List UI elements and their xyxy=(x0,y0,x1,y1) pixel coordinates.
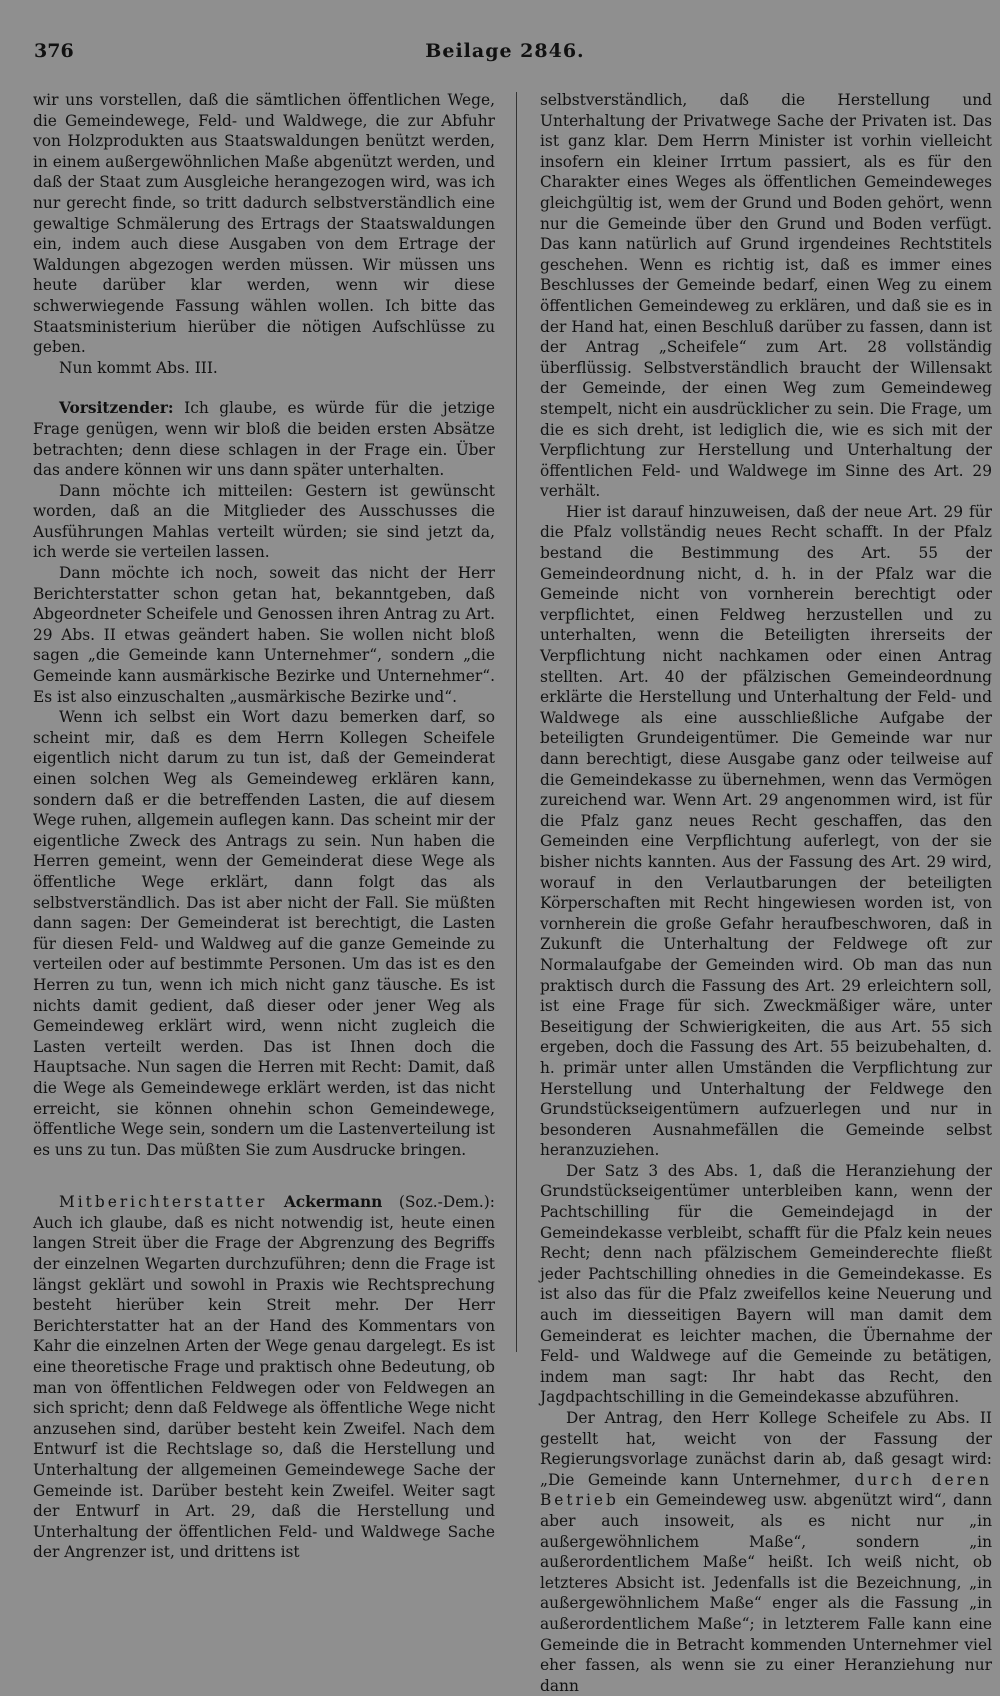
paragraph: wir uns vorstellen, daß die sämtlichen öffentlichen Wege, die Gemeindewege, Feld- und Waldwege, die zur Abfuhr von Holzprodukten aus Staatswaldungen benützt werden, in einem außergewöhnlichen Maße abgenützt werden, und daß der Staat zum Ausgleiche herangezogen wird, was ich nur gerecht finde, so tritt dadurch selbstverständlich eine gewaltige Schmälerung des Ertrags der Staatswaldungen ein, indem auch diese Ausgaben von dem Ertrage der Waldungen abgezogen werden müssen. Wir müssen uns heute darüber klar werden, wenn wir diese schwerwiegende Fassung wählen wollen. Ich bitte das Staatsministerium hierüber die nötigen Aufschlüsse zu geben. xyxy=(33,91,495,357)
column-divider xyxy=(516,92,517,1352)
page-number: 376 xyxy=(34,40,74,62)
left-column xyxy=(33,90,495,1563)
page-header xyxy=(28,40,982,80)
speaker-paragraph xyxy=(33,1192,495,1563)
speaker-role: Mitberichterstatter xyxy=(59,1193,268,1212)
speech-text: Ich glaube, es würde für die jetzige Frage genügen, wenn wir bloß die beiden ersten Absätze betrachten; denn diese schlagen in der Frage ein. Über das andere können wir uns dann später unterhalten. xyxy=(33,399,495,480)
text-run: ein Gemeindeweg usw. abgenützt wird“, dann aber auch insoweit, als es nicht nur „in außergewöhnlichem Maße“, sondern „in außerordentlichem Maße“ heißt. Ich weiß nicht, ob letzteres Absicht ist. Jedenfalls ist die Bezeichnung, „in außergewöhnlichem Maße“ enger als die Fassung „in außerordentlichem Maße“; in letzterem Falle kann eine Gemeinde die in Betracht kommenden Unternehmer viel eher fassen, als wenn sie zu einer Heranziehung nur dann xyxy=(540,1491,992,1695)
spaced-emphasis: durch deren Betrieb xyxy=(540,1470,992,1510)
paragraph: Dann möchte ich noch, soweit das nicht der Herr Berichterstatter schon getan hat, bekanntgeben, daß Abgeordneter Scheifele und Genossen ihren Antrag zu Art. 29 Abs. II etwas geändert haben. Sie wollen nicht bloß sagen „die Gemeinde kann Unternehmer“, sondern „die Gemeinde kann ausmärkische Bezirke und Unternehmer“. Es ist also einzuschalten „ausmärkische Bezirke und“. xyxy=(33,564,495,706)
paragraph: Dann möchte ich mitteilen: Gestern ist gewünscht worden, daß an die Mitglieder des Ausschusses die Ausführungen Mahlas verteilt würden; sie sind jetzt da, ich werde sie verteilen lassen. xyxy=(33,481,495,562)
paragraph: Hier ist darauf hinzuweisen, daß der neue Art. 29 für die Pfalz vollständig neues Recht schafft. In der Pfalz bestand die Bestimmung des Art. 55 der Gemeindeordnung nicht, d. h. in der Pfalz war die Gemeinde nicht von vornherein berechtigt oder verpflichtet, einen Feldweg herzustellen und zu unterhalten, wenn die Beteiligten ihrerseits der Verpflichtung nicht nachkamen oder einen Antrag stellten. Art. 40 der pfälzischen Gemeindeordnung erklärte die Herstellung und Unterhaltung der Feld- und Waldwege als eine ausschließliche Aufgabe der beteiligten Grundeigentümer. Die Gemeinde war nur dann berechtigt, diese Ausgabe ganz oder teilweise auf die Gemeindekasse zu übernehmen, wenn das Vermögen zureichend war. Wenn Art. 29 angenommen wird, ist für die Pfalz ganz neues Recht geschaffen, das den Gemeinden eine Verpflichtung auferlegt, von der sie bisher nichts kannten. Aus der Fassung des Art. 29 wird, worauf in den Verlautbarungen der beteiligten Körperschaften mit Recht hingewiesen worden ist, von vornherein die große Gefahr heraufbeschworen, daß in Zukunft die Unterhaltung der Feldwege oft zur Normalaufgabe der Gemeinden wird. Ob man das nun praktisch durch die Fassung des Art. 29 erleichtern soll, ist eine Frage für sich. Zweckmäßiger wäre, unter Beseitigung der Schwierigkeiten, die aus Art. 55 sich ergeben, doch die Fassung des Art. 55 beizubehalten, d. h. primär unter allen Umständen die Verpflichtung zur Herstellung und Unterhaltung der Feldwege den Grundstückseigentümern aufzuerlegen und nur in besonderen Ausnahmefällen die Gemeinde selbst heranzuziehen. xyxy=(540,502,992,1160)
speaker-name: Ackermann xyxy=(283,1193,383,1212)
paragraph: Nun kommt Abs. III. xyxy=(59,358,218,377)
text-run: Der Antrag, den Herr Kollege Scheifele zu Abs. II gestellt hat, weicht von der Fassung der Regierungsvorlage zunächst darin ab, daß gesagt wird: „Die Gemeinde kann Unternehmer, xyxy=(540,1409,992,1489)
paragraph: Wenn ich selbst ein Wort dazu bemerken darf, so scheint mir, daß es dem Herrn Kollegen Scheifele eigentlich nicht darum zu tun ist, daß der Gemeinderat einen solchen Weg als Gemeindeweg erklären kann, sondern daß er die betreffenden Lasten, die auf diesem Wege ruhen, allgemein auflegen kann. Das scheint mir der eigentliche Zweck des Antrags zu sein. Nun haben die Herren gemeint, wenn der Gemeinderat diese Wege als öffentliche Wege erklärt, dann folgt das als selbstverständlich. Das ist aber nicht der Fall. Sie müßten dann sagen: Der Gemeinderat ist berechtigt, die Lasten für diesen Feld- und Waldweg auf die ganze Gemeinde zu verteilen oder auf bestimmte Personen. Um das ist es den Herren zu tun, wenn ich mich nicht ganz täusche. Es ist nichts damit gedient, daß dieser oder jener Weg als Gemeindeweg erklärt wird, wenn nicht zugleich die Lasten verteilt werden. Das ist Ihnen doch die Hauptsache. Nun sagen die Herren mit Recht: Damit, daß die Wege als Gemeindewege erklärt werden, ist das nicht erreicht, sie können ohnehin schon Gemeindewege, öffentliche Wege sein, sondern um die Lastenverteilung ist es uns zu tun. Das müßten Sie zum Ausdrucke bringen. xyxy=(33,708,495,1159)
speaker-paragraph xyxy=(33,398,495,480)
paragraph xyxy=(540,1408,992,1696)
paragraph: Der Satz 3 des Abs. 1, daß die Heranziehung der Grundstückseigentümer unterbleiben kann, wenn der Pachtschilling für die Gemeindejagd in der Gemeindekasse verbleibt, schafft für die Pfalz kein neues Recht; denn nach pfälzischem Gemeinderechte fließt jeder Pachtschilling ohnedies in die Gemeindekasse. Es ist also das für die Pfalz zweifellos keine Neuerung und auch im diesseitigen Bayern will man damit dem Gemeinderat es leichter machen, die Übernahme der Feld- und Waldwege auf die Gemeinde zu betätigen, indem man sagt: Ihr habt das Recht, den Jagdpachtschilling in die Gemeindekasse abzuführen. xyxy=(540,1161,992,1407)
right-column xyxy=(540,90,992,1696)
speaker-label: Vorsitzender: xyxy=(59,399,174,418)
speaker-party: (Soz.-Dem.): xyxy=(398,1193,495,1212)
paragraph: selbstverständlich, daß die Herstellung und Unterhaltung der Privatwege Sache der Privaten ist. Das ist ganz klar. Dem Herrn Minister ist vorhin vielleicht insofern ein kleiner Irrtum passiert, als es für den Charakter eines Weges als öffentlichen Gemeindeweges gleichgültig ist, wem der Grund und Boden gehört, wenn nur die Gemeinde über den Grund und Boden verfügt. Das kann natürlich auf Grund irgendeines Rechtstitels geschehen. Wenn es richtig ist, daß es immer eines Beschlusses der Gemeinde bedarf, einen Weg zu einem öffentlichen Gemeindeweg zu erklären, und daß sie es in der Hand hat, einen Beschluß darüber zu fassen, dann ist der Antrag „Scheifele“ zum Art. 28 vollständig überflüssig. Selbstverständlich braucht der Willensakt der Gemeinde, der einen Weg zum Gemeindeweg stempelt, nicht ein ausdrücklicher zu sein. Die Frage, um die es sich dreht, ist lediglich die, wie es sich mit der Verpflichtung zur Herstellung und Unterhaltung der öffentlichen Feld- und Waldwege im Sinne des Art. 29 verhält. xyxy=(540,91,992,501)
speech-text: Auch ich glaube, daß es nicht notwendig ist, heute einen langen Streit über die Frage der Abgrenzung des Begriffs der einzelnen Wegarten durchzuführen; denn die Frage ist längst geklärt und sowohl in Praxis wie Rechtsprechung besteht hierüber kein Streit mehr. Der Herr Berichterstatter hat an der Hand des Kommentars von Kahr die einzelnen Arten der Wege genau dargelegt. Es ist eine theoretische Frage und praktisch ohne Bedeutung, ob man von öffentlichen Feldwegen oder von Feldwegen an sich spricht; denn daß Feldwege als öffentliche Wege nicht anzusehen sind, darüber besteht kein Zweifel. Nach dem Entwurf ist die Rechtslage so, daß die Herstellung und Unterhaltung der allgemeinen Gemeindewege Sache der Gemeinde ist. Darüber besteht kein Zweifel. Weiter sagt der Entwurf in Art. 29, daß die Herstellung und Unterhaltung der öffentlichen Feld- und Waldwege Sache der Angrenzer ist, und drittens ist xyxy=(33,1213,495,1562)
running-head: Beilage 2846. xyxy=(425,40,585,62)
